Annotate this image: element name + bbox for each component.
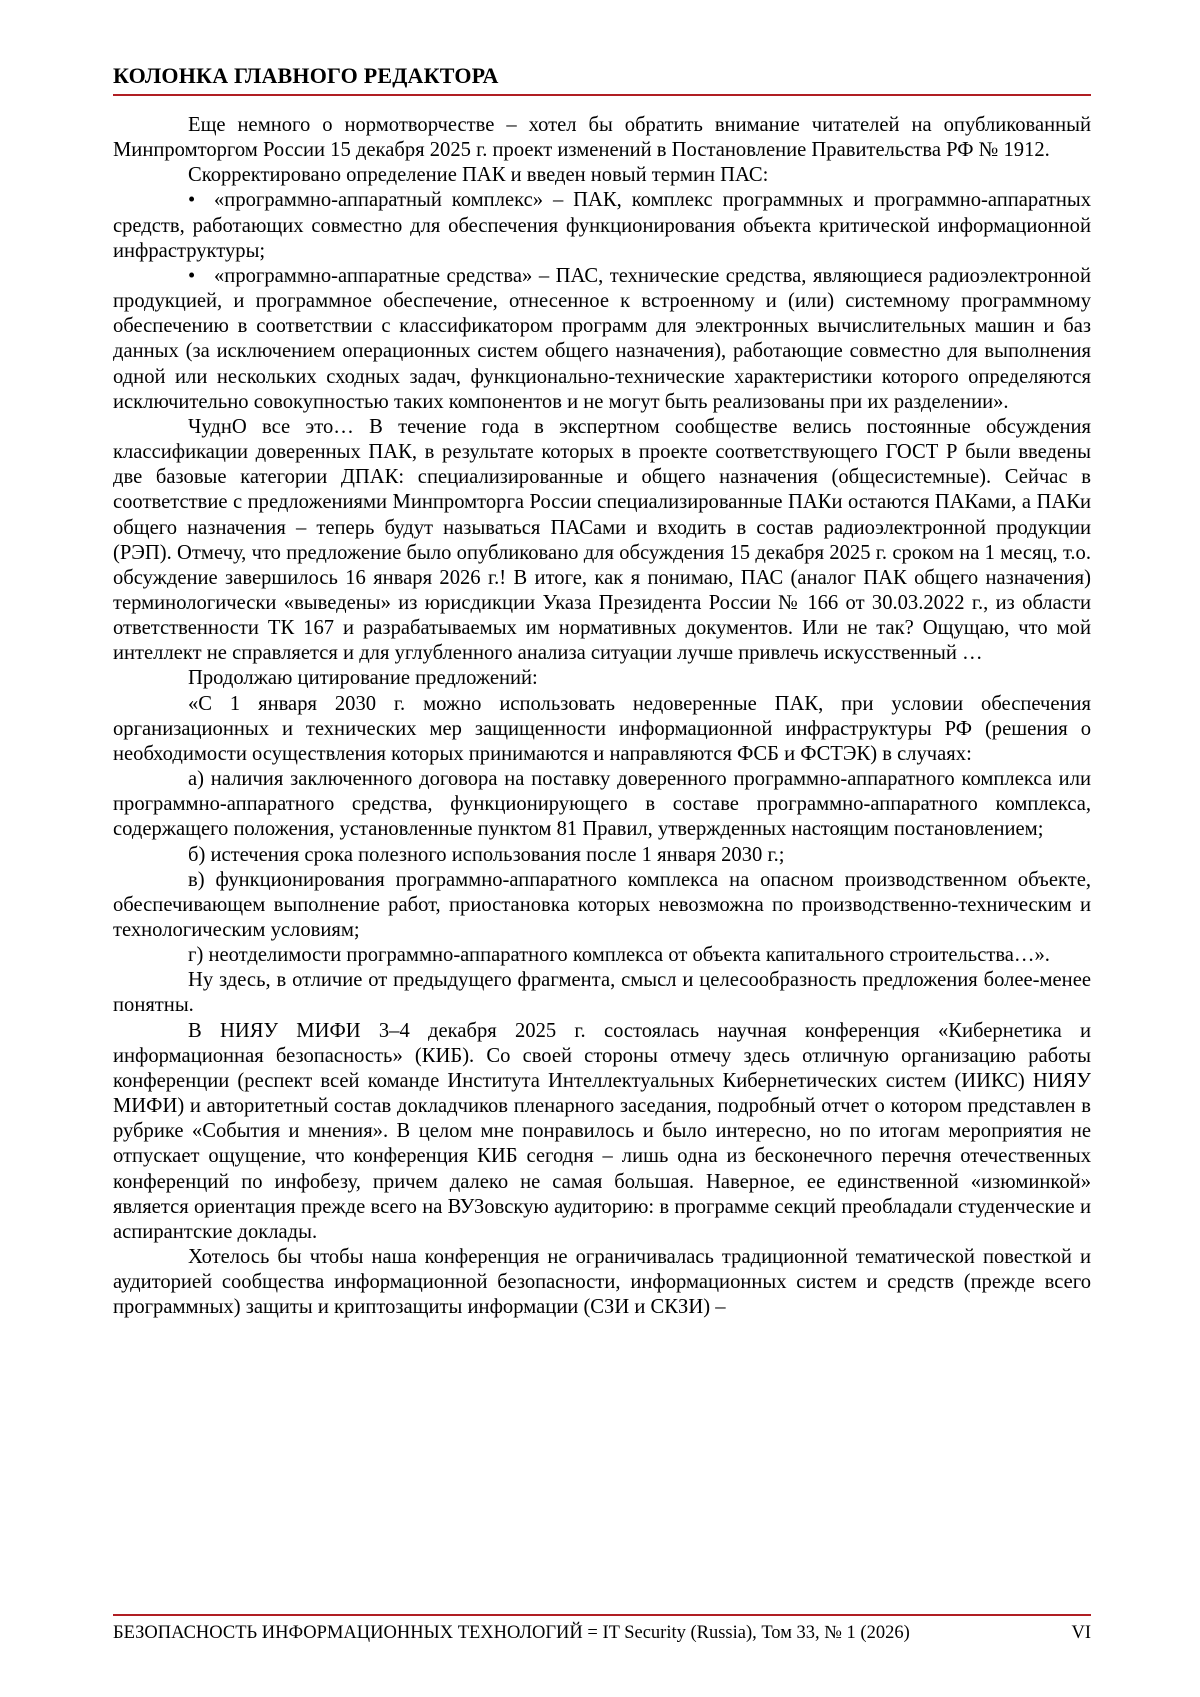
paragraph-5: «С 1 января 2030 г. можно использовать недоверенные ПАК, при условии обеспечения организационных и технических мер защищенности информационной инфраструктуры РФ (решения о необходимости осуществления которых принимаются и направляются ФСБ и ФСТЭК) в случаях: xyxy=(113,692,1091,765)
list-item-a: а) наличия заключенного договора на поставку доверенного программно-аппаратного комплекса или программно-аппаратного средства, функционирующего в составе программно-аппаратного комплекса, содержащего положения, установленные пунктом 81 Правил, утвержденных настоящим постановлением; xyxy=(113,768,1091,841)
journal-citation: БЕЗОПАСНОСТЬ ИНФОРМАЦИОННЫХ ТЕХНОЛОГИЙ = IT Security (Russia), Том 33, № 1 (2026) xyxy=(113,1623,910,1643)
footer-divider xyxy=(113,1614,1091,1616)
list-item-g: г) неотделимости программно-аппаратного комплекса от объекта капитального строительства…». xyxy=(188,944,1050,967)
list-item-b: б) истечения срока полезного использования после 1 января 2030 г.; xyxy=(188,843,785,866)
bullet-text-pak: «программно-аппаратный комплекс» – ПАК, комплекс программных и программно-аппаратных средств, работающих совместно для обеспечения функционирования объекта критической информационной инфраструктуры; xyxy=(113,189,1091,262)
bullet-text-pas: «программно-аппаратные средства» – ПАС, технические средства, являющиеся радиоэлектронной продукцией, и программное обеспечение, отнесенное к встроенному и (или) системному программному обеспечению в соответствии с классификатором программ для электронных вычислительных машин и баз данных (за исключением операционных систем общего назначения), работающие совместно для выполнения одной или нескольких сходных задач, функционально-технические характеристики которого определяются исключительно совокупностью таких компонентов и не могут быть реализованы при их разделении». xyxy=(113,264,1091,413)
list-item-v: в) функционирования программно-аппаратного комплекса на опасном производственном объекте, обеспечивающем выполнение работ, приостановка которых невозможна по производственно-техническим и технологическим условиям; xyxy=(113,868,1091,941)
paragraph-6: Ну здесь, в отличие от предыдущего фрагмента, смысл и целесообразность предложения более-менее понятны. xyxy=(113,969,1091,1017)
paragraph-3: ЧуднО все это… В течение года в экспертном сообществе велись постоянные обсуждения классификации доверенных ПАК, в результате которых в проекте соответствующего ГОСТ Р были введены две базовые категории ДПАК: специализированные и общего назначения (общесистемные). Сейчас в соответствие с предложениями Минпромторга России специализированные ПАКи остаются ПАКами, а ПАКи общего назначения – теперь будут называться ПАСами и входить в состав радиоэлектронной продукции (РЭП). Отмечу, что предложение было опубликовано для обсуждения 15 декабря 2025 г. сроком на 1 месяц, т.о. обсуждение завершилось 16 января 2026 г.! В итоге, как я понимаю, ПАС (аналог ПАК общего назначения) терминологически «выведены» из юрисдикции Указа Президента России № 166 от 30.03.2022 г., из области ответственности ТК 167 и разрабатываемых им нормативных документов. Или не так? Ощущаю, что мой интеллект не справляется и для углубленного анализа ситуации лучше привлечь искусственный … xyxy=(113,415,1091,665)
article-body xyxy=(113,113,1091,1321)
paragraph-7: В НИЯУ МИФИ 3–4 декабря 2025 г. состоялась научная конференция «Кибернетика и информационная безопасность» (КИБ). Со своей стороны отмечу здесь отличную организацию работы конференции (респект всей команде Института Интеллектуальных Кибернетических систем (ИИКС) НИЯУ МИФИ) и авторитетный состав докладчиков пленарного заседания, подробный отчет о котором представлен в рубрике «События и мнения». В целом мне понравилось и было интересно, но по итогам мероприятия не отпускает ощущение, что конференция КИБ сегодня – лишь одна из бесконечного перечня отечественных конференций по инфобезу, причем далеко не самая большая. Наверное, ее единственной «изюминкой» является ориентация прежде всего на ВУЗовскую аудиторию: в программе секций преобладали студенческие и аспирантские доклады. xyxy=(113,1019,1091,1243)
paragraph-4: Продолжаю цитирование предложений: xyxy=(188,667,538,690)
header-divider xyxy=(113,94,1091,96)
bullet-item-pas xyxy=(113,264,1091,415)
bullet-icon: • xyxy=(188,189,196,212)
paragraph-8: Хотелось бы чтобы наша конференция не ограничивалась традиционной тематической повесткой и аудиторией сообщества информационной безопасности, информационных систем и средств (прежде всего программных) защиты и криптозащиты информации (СЗИ и СКЗИ) – xyxy=(113,1246,1091,1319)
page-number: VI xyxy=(1071,1623,1091,1643)
paragraph-2: Скорректировано определение ПАК и введен новый термин ПАС: xyxy=(188,164,769,187)
section-title: КОЛОНКА ГЛАВНОГО РЕДАКТОРА xyxy=(113,63,499,88)
bullet-item-pak xyxy=(113,188,1091,263)
paragraph-1: Еще немного о нормотворчестве – хотел бы обратить внимание читателей на опубликованный Минпромторгом России 15 декабря 2025 г. проект изменений в Постановление Правительства РФ № 1912. xyxy=(113,114,1091,162)
bullet-icon: • xyxy=(188,264,196,287)
